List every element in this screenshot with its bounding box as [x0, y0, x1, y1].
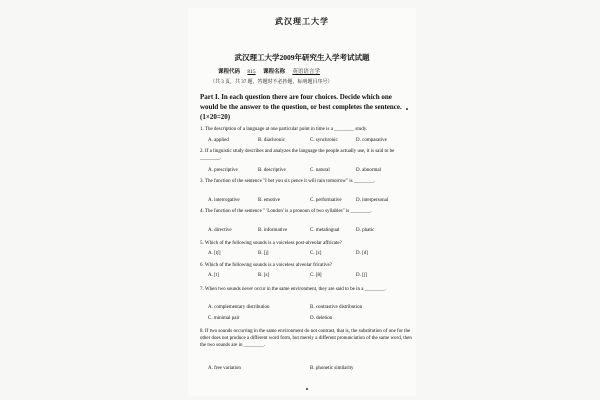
- question-4-option-d: D. phatic: [356, 228, 375, 233]
- question-5-option-b: B. [j]: [258, 251, 269, 256]
- course-code: 815: [247, 69, 256, 75]
- question-6-stem: 6. Which of the following sounds is a voiceless alveolar fricative?: [200, 263, 332, 268]
- course-name-label: 课程名称: [263, 69, 286, 75]
- course-name: 英语语言学: [292, 69, 320, 75]
- question-3-option-c: C. performative: [310, 198, 342, 203]
- question-5-option-a: A. [tʃ]: [208, 251, 221, 256]
- question-5-option-c: C. [z]: [310, 251, 322, 256]
- question-3-option-b: B. emotive: [258, 198, 280, 203]
- question-4-option-c: C. metalingual: [310, 228, 340, 233]
- question-7-option-b: B. contrastive distribution: [310, 305, 363, 310]
- question-1-option-d: D. comparative: [356, 138, 387, 143]
- question-5-option-d: D. [d]: [356, 251, 368, 256]
- course-info-line: [218, 67, 326, 75]
- question-3-option-a: A. interrogative: [208, 198, 240, 203]
- question-7-option-c: C. minimal pair: [208, 316, 240, 321]
- question-4-option-b: B. informative: [258, 228, 288, 233]
- scan-speck: [306, 388, 308, 390]
- question-5-stem: 5. Which of the following sounds is a voiceless post-alveolar affricate?: [200, 241, 342, 246]
- question-2-option-c: C. natural: [310, 168, 330, 173]
- university-name: 武汉理工大学: [275, 17, 329, 26]
- question-2-option-d: D. abnormal: [356, 168, 381, 173]
- question-6-option-c: C. [θ]: [310, 273, 322, 278]
- question-2-option-b: B. descriptive: [258, 168, 286, 173]
- question-3-option-d: D. interpersonal: [356, 198, 389, 203]
- exam-sheet: [188, 8, 416, 396]
- pages-note: （共 3 页，共 37 题，答题时不必抄题，标明题目序号）: [210, 80, 333, 85]
- question-7-option-a: A. complementary distribution: [208, 305, 270, 310]
- question-1-stem: 1. The description of a language at one particular point in time is a ________ study.: [200, 127, 368, 132]
- course-code-label: 课程代码: [218, 69, 241, 75]
- question-6-option-b: B. [s]: [258, 273, 270, 278]
- question-8-option-b: B. phonetic similarity: [310, 366, 354, 371]
- question-8-stem: 8. If two sounds occurring in the same environment do not contrast, that is, the substitution of one for the other does not produce a different word form, but merely a different pronunciation of the same word, then the two sounds are in ________.: [200, 329, 412, 348]
- part1-instructions: Part I. In each question there are four choices. Decide which one would be the answer to the question, or best completes the sentence.(1×20=20): [200, 93, 402, 121]
- question-4-option-a: A. directive: [208, 228, 232, 233]
- scan-speck: [406, 108, 408, 110]
- question-8-option-a: A. free variation: [208, 366, 241, 371]
- question-6-option-a: A. [t]: [208, 273, 219, 278]
- question-7-stem: 7. When two sounds never occur in the same environment, they are said to be in a ________.: [200, 287, 386, 292]
- question-2-option-a: A. prescriptive: [208, 168, 238, 173]
- question-1-option-c: C. synchronic: [310, 138, 338, 143]
- question-7-option-d: D. deletion: [310, 316, 333, 321]
- exam-title: 武汉理工大学2009年研究生入学考试试题: [234, 53, 370, 62]
- question-2-stem: 2. If a linguistic study describes and analyzes the language the people actually use, it is said to be ________.: [200, 149, 395, 161]
- question-1-option-a: A. applied: [208, 138, 229, 143]
- question-3-stem: 3. The function of the sentence "I bet you six pence it will rain tomorrow" is ________.: [200, 179, 376, 184]
- question-1-option-b: B. diachronic: [258, 138, 285, 143]
- question-4-stem: 4. The function of the sentence " 'London' is a pronoun of two syllables" is ________.: [200, 209, 372, 214]
- question-6-option-d: D. [ʃ]: [356, 273, 368, 278]
